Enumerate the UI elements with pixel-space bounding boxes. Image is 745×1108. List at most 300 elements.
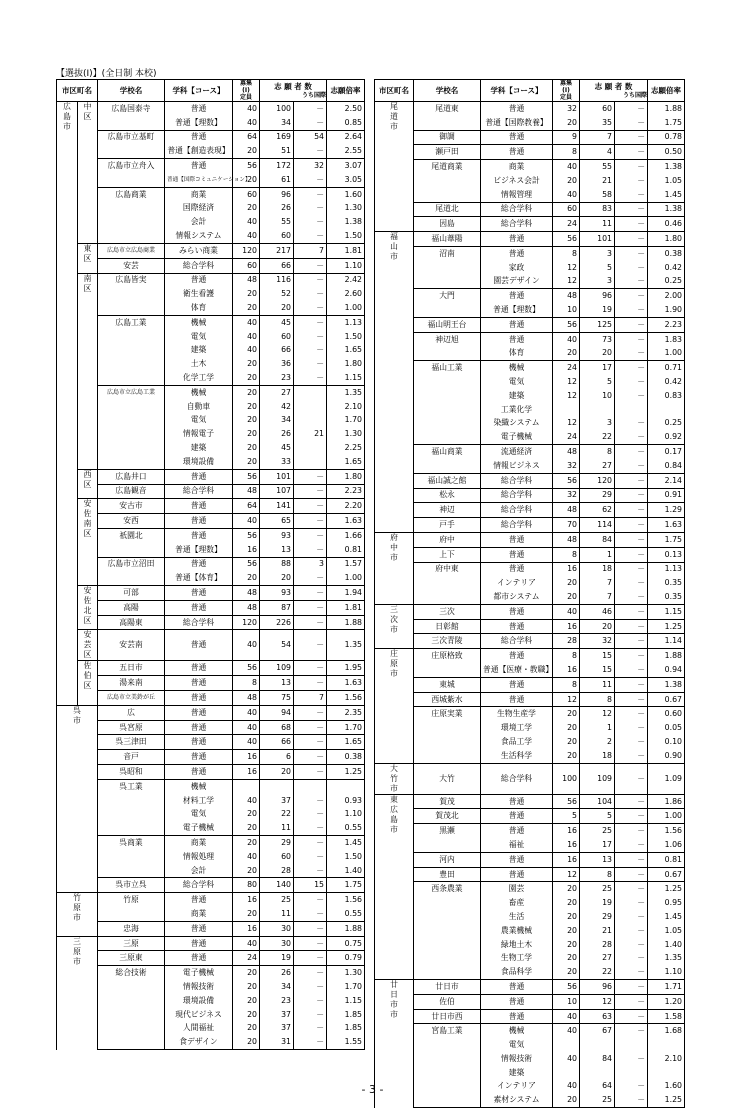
right-table-row xyxy=(375,663,685,677)
course-cell: 普通 xyxy=(165,102,233,116)
left-table-row xyxy=(57,528,365,542)
ratio-cell: 1.35 xyxy=(327,385,365,399)
school-cell xyxy=(98,273,165,287)
course-cell: インテリア xyxy=(481,1080,553,1094)
capacity-cell: 16 xyxy=(553,852,580,867)
applicants-cell: 7 xyxy=(580,130,615,145)
ratio-cell: 1.38 xyxy=(648,677,685,692)
capacity-cell: 20 xyxy=(553,749,580,763)
right-table-row xyxy=(375,562,685,576)
intl-cell: － xyxy=(615,317,648,332)
intl-cell: － xyxy=(615,882,648,896)
capacity-cell: 20 xyxy=(553,576,580,590)
left-table-row xyxy=(57,173,365,187)
school-cell xyxy=(98,543,165,557)
school-cell xyxy=(414,160,481,174)
capacity-cell: 10 xyxy=(553,994,580,1009)
applicants-cell: 15 xyxy=(580,663,615,677)
ratio-cell: 1.30 xyxy=(327,202,365,216)
capacity-cell: 40 xyxy=(233,850,260,864)
applicants-cell: 6 xyxy=(260,750,294,765)
applicants-cell: 37 xyxy=(260,794,294,808)
right-table-row xyxy=(375,116,685,130)
course-cell: 普通 xyxy=(165,600,233,615)
school-name: 呉三津田 xyxy=(115,737,147,747)
applicants-cell: 66 xyxy=(260,344,294,358)
intl-cell: － xyxy=(615,202,648,217)
school-cell xyxy=(98,951,165,966)
capacity-cell: 40 xyxy=(553,160,580,174)
right-table-row xyxy=(375,1038,685,1052)
course-cell: 普通 xyxy=(165,130,233,144)
course-cell: 普通 xyxy=(481,562,553,576)
intl-cell: － xyxy=(615,619,648,634)
school-name: 呉昭和 xyxy=(119,766,143,776)
right-table-row xyxy=(375,445,685,459)
applicants-cell: 19 xyxy=(580,896,615,910)
capacity-cell: 56 xyxy=(233,661,260,676)
right-table-row xyxy=(375,867,685,882)
right-table-row xyxy=(375,403,685,417)
ratio-cell: 1.75 xyxy=(648,532,685,547)
school-name: 佐伯 xyxy=(439,996,455,1006)
school-name: 広島国泰寺 xyxy=(111,103,151,113)
school-cell xyxy=(98,130,165,144)
ratio-cell: 3.05 xyxy=(327,173,365,187)
applicants-cell: 60 xyxy=(260,330,294,344)
course-cell: 普通 xyxy=(165,514,233,529)
left-table-row xyxy=(57,484,365,499)
right-table-row xyxy=(375,130,685,145)
course-cell: 普通 xyxy=(165,273,233,287)
capacity-cell: 8 xyxy=(553,145,580,160)
course-cell: 生活科学 xyxy=(481,749,553,763)
right-table-row xyxy=(375,824,685,838)
school-name: 尾道北 xyxy=(435,204,459,214)
left-table-row xyxy=(57,765,365,780)
intl-cell: － xyxy=(294,116,327,130)
left-table-row xyxy=(57,187,365,201)
ratio-cell: 0.13 xyxy=(648,547,685,562)
course-cell: 普通 xyxy=(481,649,553,663)
course-cell: 総合学科 xyxy=(481,503,553,518)
ratio-cell: 2.64 xyxy=(327,130,365,144)
school-cell xyxy=(414,604,481,619)
course-cell: 衛生看護 xyxy=(165,287,233,301)
course-cell: 電気 xyxy=(165,414,233,428)
capacity-cell: 8 xyxy=(553,677,580,692)
course-cell: 普通 xyxy=(481,145,553,160)
left-table-row xyxy=(57,864,365,878)
applicants-cell: 84 xyxy=(580,532,615,547)
area-cell xyxy=(375,794,414,979)
course-cell: 電気 xyxy=(481,1038,553,1052)
intl-cell: － xyxy=(615,174,648,188)
applicants-cell: 58 xyxy=(580,188,615,202)
school-name: 広島市立広島工業 xyxy=(106,388,155,396)
intl-cell xyxy=(615,1038,648,1052)
capacity-cell: 10 xyxy=(553,303,580,317)
intl-cell: － xyxy=(615,1009,648,1024)
area-label: 呉市 xyxy=(73,705,81,725)
intl-cell: － xyxy=(294,705,327,720)
intl-cell: － xyxy=(294,330,327,344)
school-name: 大門 xyxy=(439,291,455,301)
intl-cell: － xyxy=(294,371,327,385)
ratio-cell: 1.35 xyxy=(648,951,685,965)
capacity-cell: 20 xyxy=(233,371,260,385)
applicants-cell: 93 xyxy=(260,586,294,601)
area-label: 庄原市 xyxy=(390,649,398,679)
intl-cell: － xyxy=(294,661,327,676)
right-table-row xyxy=(375,232,685,247)
course-cell: 普通 xyxy=(481,980,553,995)
right-table-row xyxy=(375,619,685,634)
course-cell: 都市システム xyxy=(481,590,553,604)
right-table-row xyxy=(375,217,685,232)
school-cell xyxy=(414,867,481,882)
capacity-cell: 40 xyxy=(233,720,260,735)
capacity-cell: 56 xyxy=(553,317,580,332)
ratio-cell: 1.66 xyxy=(327,528,365,542)
applicants-cell: 20 xyxy=(260,301,294,315)
course-cell: 商業 xyxy=(165,836,233,850)
school-cell xyxy=(414,102,481,116)
right-table-row xyxy=(375,102,685,116)
course-cell: 電気 xyxy=(165,330,233,344)
ratio-cell xyxy=(648,1066,685,1080)
ratio-cell: 1.80 xyxy=(327,469,365,484)
school-cell xyxy=(98,893,165,907)
right-table-row xyxy=(375,160,685,174)
course-cell: 土木 xyxy=(165,357,233,371)
left-table-row xyxy=(57,661,365,676)
school-cell xyxy=(98,600,165,615)
applicants-cell: 15 xyxy=(580,649,615,663)
capacity-cell: 8 xyxy=(233,676,260,691)
capacity-cell: 20 xyxy=(233,1035,260,1049)
ratio-cell: 1.13 xyxy=(648,562,685,576)
school-cell xyxy=(98,258,165,273)
ratio-cell: 1.85 xyxy=(327,1021,365,1035)
applicants-cell: 13 xyxy=(580,852,615,867)
school-name: 神辺 xyxy=(439,505,455,515)
area-cell xyxy=(375,763,414,794)
ratio-cell: 1.88 xyxy=(648,649,685,663)
school-name: 安西 xyxy=(123,516,139,525)
course-cell: 普通【国際コミュニケーション】 xyxy=(165,173,233,187)
intl-cell: 7 xyxy=(294,243,327,258)
applicants-cell: 21 xyxy=(580,924,615,938)
applicants-cell: 67 xyxy=(580,1024,615,1038)
school-name: 三原東 xyxy=(119,953,143,963)
applicants-cell: 63 xyxy=(580,1009,615,1024)
right-table-row xyxy=(375,763,685,794)
ratio-cell: 1.15 xyxy=(327,994,365,1008)
school-name: 広島市立広島商業 xyxy=(106,246,155,254)
applicants-cell: 20 xyxy=(580,347,615,361)
left-table-row xyxy=(57,258,365,273)
course-cell: 園芸 xyxy=(481,882,553,896)
school-cell xyxy=(414,188,481,202)
applicants-cell: 11 xyxy=(580,677,615,692)
school-cell xyxy=(414,1066,481,1080)
applicants-cell: 32 xyxy=(580,634,615,649)
course-cell: 工業化学 xyxy=(481,403,553,417)
intl-cell: － xyxy=(294,484,327,499)
applicants-cell: 107 xyxy=(260,484,294,499)
course-cell: 機械 xyxy=(481,1024,553,1038)
applicants-cell: 60 xyxy=(580,102,615,116)
capacity-cell: 40 xyxy=(233,344,260,358)
left-table-row xyxy=(57,357,365,371)
course-cell: 化学工学 xyxy=(165,371,233,385)
ratio-cell: 0.79 xyxy=(327,951,365,966)
left-table-row xyxy=(57,615,365,630)
right-table-row xyxy=(375,965,685,979)
applicants-cell: 109 xyxy=(260,661,294,676)
area-cell xyxy=(57,102,78,706)
school-cell xyxy=(414,590,481,604)
school-name: 広島井口 xyxy=(115,471,147,481)
course-cell: 緑地土木 xyxy=(481,938,553,952)
capacity-cell: 20 xyxy=(553,882,580,896)
school-cell xyxy=(98,676,165,691)
left-table-row xyxy=(57,951,365,966)
capacity-cell: 16 xyxy=(553,562,580,576)
capacity-cell: 40 xyxy=(233,315,260,329)
applicants-cell: 25 xyxy=(580,824,615,838)
applicants-cell: 68 xyxy=(260,720,294,735)
right-table-row xyxy=(375,590,685,604)
left-table-row xyxy=(57,371,365,385)
school-name: 三次青陵 xyxy=(431,636,463,646)
course-cell: 普通 xyxy=(165,469,233,484)
course-cell: 総合学科 xyxy=(481,473,553,488)
ratio-cell: 2.50 xyxy=(327,102,365,116)
applicants-cell: 23 xyxy=(260,371,294,385)
course-cell: 総合学科 xyxy=(481,217,553,232)
left-table-row xyxy=(57,543,365,557)
applicants-cell: 217 xyxy=(260,243,294,258)
applicants-cell: 37 xyxy=(260,1008,294,1022)
intl-cell xyxy=(294,441,327,455)
intl-cell: － xyxy=(615,604,648,619)
ratio-cell: 0.55 xyxy=(327,821,365,835)
school-name: 安芸南 xyxy=(119,640,143,650)
capacity-cell: 100 xyxy=(553,763,580,794)
ratio-cell: 0.46 xyxy=(648,217,685,232)
intl-cell: － xyxy=(294,807,327,821)
school-name: 因島 xyxy=(439,219,455,229)
capacity-cell: 20 xyxy=(233,807,260,821)
ratio-cell: 1.80 xyxy=(648,232,685,247)
capacity-cell: 20 xyxy=(233,144,260,158)
area-cell xyxy=(57,705,98,892)
intl-cell: － xyxy=(615,332,648,346)
right-table-row xyxy=(375,735,685,749)
capacity-cell: 56 xyxy=(233,469,260,484)
applicants-cell: 45 xyxy=(260,441,294,455)
school-cell xyxy=(98,557,165,571)
intl-cell xyxy=(294,385,327,399)
intl-cell: － xyxy=(615,246,648,260)
applicants-cell: 27 xyxy=(580,951,615,965)
intl-cell: － xyxy=(294,720,327,735)
header-applicants-right xyxy=(580,80,648,102)
course-cell: 普通 xyxy=(165,661,233,676)
applicants-cell: 8 xyxy=(580,445,615,459)
course-cell: 普通 xyxy=(481,824,553,838)
capacity-cell: 60 xyxy=(233,187,260,201)
school-cell xyxy=(98,850,165,864)
right-table-row xyxy=(375,1024,685,1038)
ratio-cell: 1.45 xyxy=(327,836,365,850)
course-cell: 機械 xyxy=(165,385,233,399)
applicants-cell: 55 xyxy=(580,160,615,174)
intl-cell: － xyxy=(294,994,327,1008)
intl-cell: － xyxy=(615,503,648,518)
school-cell xyxy=(414,994,481,1009)
area-cell xyxy=(375,532,414,604)
ratio-cell: 1.25 xyxy=(648,882,685,896)
capacity-cell: 40 xyxy=(553,332,580,346)
area-label: 廿日市市 xyxy=(390,980,398,1020)
school-name: 広島市立舟入 xyxy=(107,161,155,171)
applicants-cell: 3 xyxy=(580,275,615,289)
left-table-row xyxy=(57,414,365,428)
ratio-cell: 2.23 xyxy=(648,317,685,332)
ratio-cell: 1.63 xyxy=(648,518,685,533)
applicants-cell: 22 xyxy=(260,807,294,821)
ratio-cell: 1.85 xyxy=(327,1008,365,1022)
right-table-row xyxy=(375,838,685,852)
ratio-cell: 2.00 xyxy=(648,289,685,303)
course-cell: 自動車 xyxy=(165,400,233,414)
course-cell: 会計 xyxy=(165,864,233,878)
course-cell: 普通 xyxy=(481,332,553,346)
intl-cell: － xyxy=(294,357,327,371)
intl-cell xyxy=(294,414,327,428)
intl-cell: － xyxy=(294,936,327,951)
school-name: 瀬戸田 xyxy=(435,147,459,157)
intl-cell xyxy=(294,779,327,793)
left-table-row xyxy=(57,720,365,735)
school-name: 西城紫水 xyxy=(431,694,463,704)
area-cell xyxy=(375,649,414,763)
intl-cell: － xyxy=(294,951,327,966)
right-table-row xyxy=(375,488,685,503)
applicants-cell: 12 xyxy=(580,707,615,721)
school-name: 高陽東 xyxy=(119,617,143,627)
left-table-row xyxy=(57,807,365,821)
ratio-cell: 0.71 xyxy=(648,361,685,375)
ratio-cell: 1.57 xyxy=(327,557,365,571)
capacity-cell: 40 xyxy=(233,514,260,529)
intl-cell: － xyxy=(615,116,648,130)
right-table-row xyxy=(375,275,685,289)
course-cell: 普通 xyxy=(165,951,233,966)
capacity-cell: 40 xyxy=(553,1024,580,1038)
school-name: 福山誠之館 xyxy=(427,475,467,485)
course-cell: 総合学科 xyxy=(481,518,553,533)
intl-cell: － xyxy=(615,261,648,275)
capacity-cell xyxy=(553,403,580,417)
school-cell xyxy=(98,301,165,315)
school-cell xyxy=(98,765,165,780)
ratio-cell: 1.00 xyxy=(648,347,685,361)
left-table-row xyxy=(57,385,365,399)
applicants-cell: 26 xyxy=(260,202,294,216)
course-cell: 普通 xyxy=(481,809,553,824)
left-table-row xyxy=(57,144,365,158)
applicants-cell: 101 xyxy=(260,469,294,484)
right-table-row xyxy=(375,332,685,346)
intl-cell: － xyxy=(615,763,648,794)
ratio-cell: 0.75 xyxy=(327,936,365,951)
capacity-cell: 20 xyxy=(553,174,580,188)
ratio-cell: 2.35 xyxy=(327,705,365,720)
left-table-row xyxy=(57,907,365,921)
ratio-cell: 1.15 xyxy=(327,371,365,385)
applicants-cell: 5 xyxy=(580,809,615,824)
school-name: 福山葦陽 xyxy=(431,234,463,244)
capacity-cell: 5 xyxy=(553,809,580,824)
left-table-row xyxy=(57,735,365,750)
school-cell xyxy=(414,721,481,735)
ratio-cell: 0.17 xyxy=(648,445,685,459)
left-table-row xyxy=(57,1008,365,1022)
capacity-cell: 48 xyxy=(553,289,580,303)
applicants-cell: 3 xyxy=(580,246,615,260)
school-name: 上下 xyxy=(439,549,455,559)
ratio-cell: 1.00 xyxy=(327,571,365,585)
school-name: 高陽 xyxy=(123,602,139,612)
applicants-cell: 8 xyxy=(580,692,615,707)
right-table-row xyxy=(375,809,685,824)
right-table-row xyxy=(375,361,685,375)
intl-cell: 21 xyxy=(294,427,327,441)
subarea-cell xyxy=(78,499,98,586)
school-cell xyxy=(414,951,481,965)
school-cell xyxy=(414,1009,481,1024)
ratio-cell: 0.05 xyxy=(648,721,685,735)
ratio-cell: 1.88 xyxy=(327,921,365,936)
ratio-cell: 2.23 xyxy=(327,484,365,499)
school-name: 廿日市 xyxy=(435,981,459,991)
intl-cell: － xyxy=(615,735,648,749)
left-table xyxy=(56,79,365,1050)
left-table-row xyxy=(57,116,365,130)
applicants-cell: 172 xyxy=(260,159,294,173)
ratio-cell: 0.81 xyxy=(648,852,685,867)
intl-cell: － xyxy=(615,532,648,547)
intl-cell: － xyxy=(294,980,327,994)
school-name: 安古市 xyxy=(119,501,143,511)
intl-cell: － xyxy=(615,1080,648,1094)
school-cell xyxy=(98,779,165,793)
subarea-cell xyxy=(78,102,98,244)
school-cell xyxy=(98,159,165,173)
school-name: 黒瀬 xyxy=(439,826,455,836)
left-table-row xyxy=(57,586,365,601)
course-cell: 普通 xyxy=(165,586,233,601)
ratio-cell: 2.42 xyxy=(327,273,365,287)
intl-cell: － xyxy=(615,145,648,160)
subarea-label: 東区 xyxy=(83,243,92,263)
school-name: 府中東 xyxy=(435,564,459,574)
applicants-cell: 60 xyxy=(260,850,294,864)
